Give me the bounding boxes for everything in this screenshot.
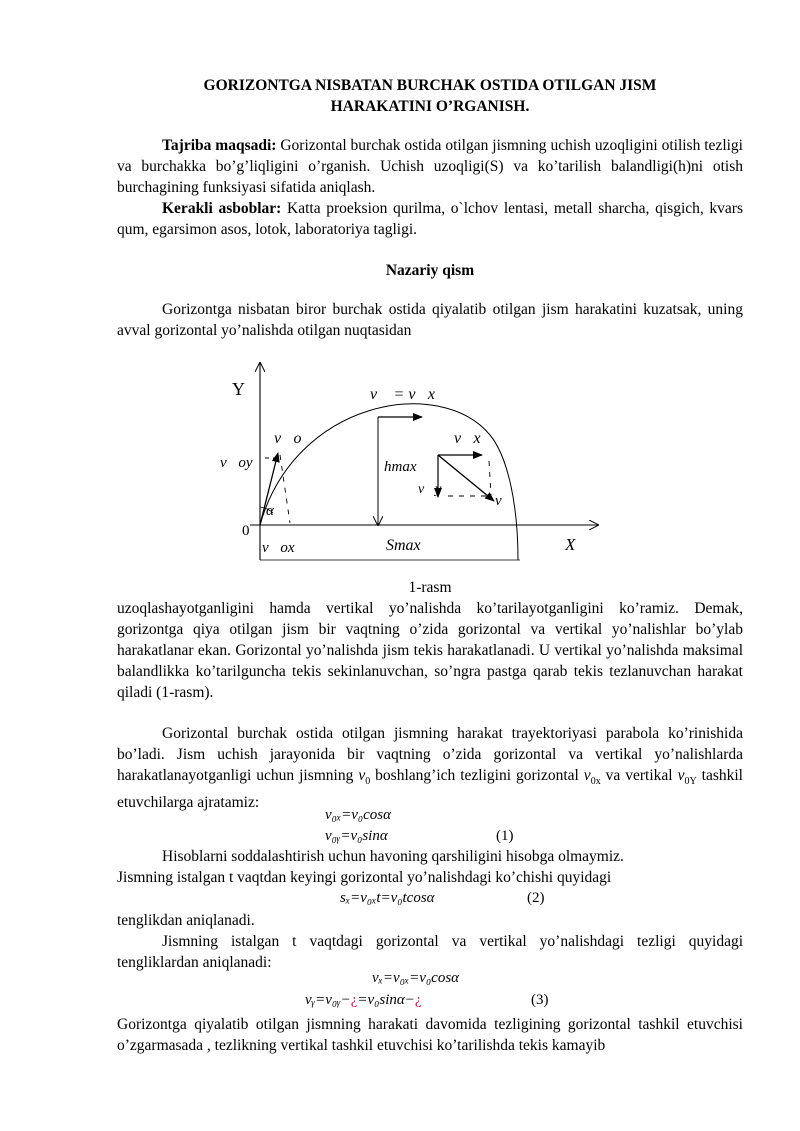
v0-label: v⃗o: [274, 430, 302, 447]
paragraph-6: tenglikdan aniqlanadi.: [117, 912, 255, 929]
origin-label: 0: [242, 523, 250, 539]
v0y-label: v⃗oy: [220, 455, 253, 471]
section-heading: Nazariy qism: [385, 262, 475, 279]
equipment-label: Kerakli asboblar:: [162, 200, 282, 217]
aim-text: Gorizontal burchak ostida otilgan jismning uchish uzoqligini otilish tezligi va burchakka bo’g’liqligini o’rganish. Uchish uzoqligi(S) va ko’tarilish balandligi(h)ni otish burchagining funksiyasi sifatida aniqlash.: [117, 137, 743, 196]
alpha-label: α: [266, 503, 274, 519]
v-label: v⃗: [495, 493, 514, 509]
paragraph-8: Gorizontga qiyalatib otilgan jismning harakati davomida tezligining gorizontal tashkil etuvchisi o’zgarmasada , tezlikning vertikal tashkil etuvchisi ko’tarilishda tekis kamayib: [117, 1016, 743, 1054]
equation-1-line-1: v₀ₓ=v₀cosα: [325, 807, 391, 823]
aim-label: Tajriba maqsadi:: [162, 137, 277, 154]
paragraph-1: Gorizontga nisbatan biror burchak ostida qiyalatib otilgan jism harakatini kuzatsak, uning avval gorizontal yo’nalishda otilgan nuqtasidan: [117, 301, 743, 339]
paragraph-5: Jismning istalgan t vaqtdan keyingi gorizontal yo’nalishdagi ko’chishi quyidagi: [117, 869, 612, 886]
paragraph-2: uzoqlashayotganligini hamda vertikal yo’nalishda ko’tarilayotganligini ko’ramiz. Demak, gorizontga qiya otilgan jism bir vaqtning o’zida gorizontal va vertikal yo’nalishlar bo’ylab harakatlanar ekan. Gorizontal yo’nalishda jism tekis harakatlanadi. U vertikal yo’nalishda maksimal balandlikka ko’tarilguncha tekis sekinlanuvchan, so’ngra pastga qarab tekis tezlanuvchan harakat qiladi (1-rasm).: [117, 600, 743, 701]
v0x-label: v⃗ox: [262, 540, 295, 556]
title-line-1: GORIZONTGA NISBATAN BURCHAK OSTIDA OTILGAN JISM: [203, 77, 657, 94]
figure-caption: 1-rasm: [408, 579, 452, 596]
v0-dashed-guide: [280, 455, 290, 523]
smax-label: Smax: [386, 537, 421, 554]
hmax-label: hmax: [384, 459, 417, 475]
vx-label: v⃗x: [454, 430, 481, 447]
paragraph-3: Gorizontal burchak ostida otilgan jismning harakat trayektoriyasi parabola ko’rinishida bo’ladi. Jism uchish jarayonida bir vaqtning o’zida gorizontal va vertikal yo’nalishlarda harakatlanayotganligi uchun jismning $v_0$ boshlang’ich tezligini gorizontal $v_{0x}$ va vertikal $v_{0Y}$ tashkil etuvchilarga ajratamiz:: [117, 725, 743, 812]
equation-3-line-1: vₓ=v₀ₓ=v₀cosα: [372, 970, 460, 986]
vx-dashed-guide: [489, 461, 491, 495]
v-top-label: v⃗ = v⃗x: [370, 386, 435, 403]
title-line-2: HARAKATINI O’RGANISH.: [330, 98, 530, 115]
equation-3-line-2: vᵧ=v₀ᵧ−¿=v₀sinα−¿: [305, 992, 422, 1008]
equation-1-number: (1): [496, 828, 514, 844]
equipment-text: Katta proeksion qurilma, o`lchov lentasi, metall sharcha, qisgich, kvars qum, egarsimon asos, lotok, laboratoriya tagligi.: [117, 200, 743, 238]
y-axis-label: Y: [232, 379, 245, 399]
equation-2-number: (2): [527, 890, 545, 906]
x-axis-label: X: [565, 535, 576, 554]
v-vector: [438, 455, 494, 501]
trajectory-figure: [210, 355, 610, 565]
vy-label: v⃗y: [418, 482, 442, 497]
equation-3-number: (3): [531, 992, 549, 1008]
equipment-paragraph: [117, 198, 743, 240]
paragraph-7: Jismning istalgan t vaqtdagi gorizontal va vertikal yo’nalishdagi tezligi quyidagi tengliklardan aniqlanadi:: [117, 933, 743, 971]
equation-1-line-2: v₀ᵧ=v₀sinα: [325, 828, 388, 844]
equation-2: sₓ=v₀ₓt=v₀tcosα: [340, 890, 435, 906]
paragraph-4: Hisoblarni soddalashtirish uchun havoning qarshiligini hisobga olmaymiz.: [162, 848, 624, 865]
aim-paragraph: [117, 135, 743, 198]
